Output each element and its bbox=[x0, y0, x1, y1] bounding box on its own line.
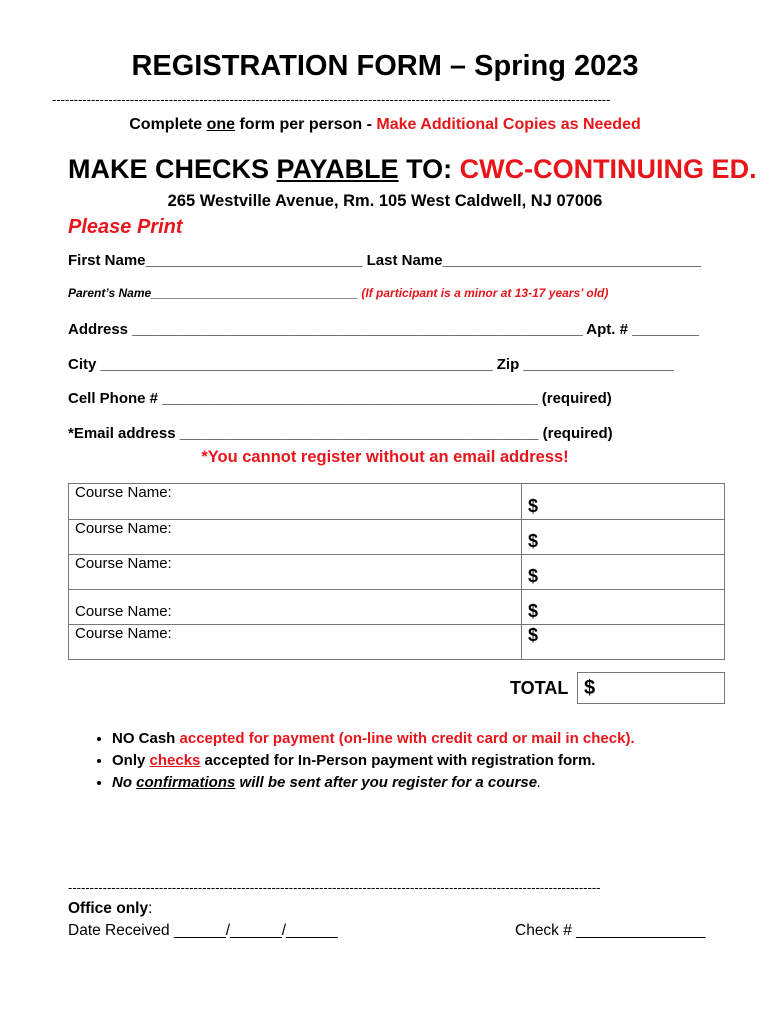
note-text: NO Cash bbox=[112, 730, 180, 747]
payable-word: PAYABLE bbox=[276, 154, 399, 184]
please-print: Please Print bbox=[68, 216, 183, 238]
office-colon: : bbox=[148, 900, 153, 917]
last-name-field[interactable]: Last Name_______________________________ bbox=[362, 252, 702, 269]
subtitle-text: Complete bbox=[129, 116, 207, 133]
course-amount-cell[interactable]: $ bbox=[522, 590, 725, 625]
parent-row bbox=[68, 286, 608, 300]
course-name-cell[interactable]: Course Name: bbox=[69, 484, 522, 520]
cell-phone-field[interactable]: Cell Phone # _____________________________________________ (required) bbox=[68, 390, 612, 407]
parent-name-field[interactable]: Parent’s Name_______________________________ bbox=[68, 286, 362, 300]
note-red-text: accepted for payment (on-line with credit card or mail in check). bbox=[179, 730, 635, 747]
city-zip-field[interactable]: City _______________________________________________ Zip __________________ bbox=[68, 356, 674, 373]
page-title: REGISTRATION FORM – Spring 2023 bbox=[131, 50, 639, 82]
note-red-text: checks bbox=[149, 752, 201, 769]
office-divider: --------------------------------------------------------------------------------------------------------------------------- bbox=[68, 880, 601, 895]
email-field[interactable]: *Email address ___________________________________________ (required) bbox=[68, 425, 613, 442]
courses-table bbox=[68, 483, 725, 660]
office-label bbox=[68, 900, 152, 918]
course-name-cell[interactable]: Course Name: bbox=[69, 555, 522, 590]
course-amount-cell[interactable]: $ bbox=[522, 520, 725, 555]
notes-list bbox=[72, 728, 635, 794]
table-row bbox=[69, 555, 725, 590]
total-label: TOTAL bbox=[510, 678, 569, 698]
list-item bbox=[112, 750, 635, 772]
payable-heading bbox=[68, 154, 757, 185]
check-number-field[interactable]: Check # _______________ bbox=[515, 922, 706, 939]
subtitle-text-2: form per person - bbox=[235, 116, 377, 133]
note-text: will be sent after you register for a course bbox=[235, 774, 538, 791]
course-name-cell[interactable]: Course Name: bbox=[69, 590, 522, 625]
subtitle bbox=[0, 116, 770, 134]
course-amount-cell[interactable]: $ bbox=[522, 625, 725, 660]
table-row bbox=[69, 590, 725, 625]
payable-prefix: MAKE CHECKS bbox=[68, 154, 277, 184]
note-text: . bbox=[537, 774, 542, 791]
mailing-address: 265 Westville Avenue, Rm. 105 West Caldwell, NJ 07006 bbox=[167, 192, 603, 210]
subtitle-one: one bbox=[206, 116, 236, 133]
first-name-field[interactable]: First Name__________________________ bbox=[68, 252, 363, 269]
total-field[interactable]: $ bbox=[577, 672, 725, 704]
address-field[interactable]: Address ______________________________________________________ Apt. # ________ bbox=[68, 321, 699, 338]
note-text: accepted for In-Person payment with registration form. bbox=[200, 752, 596, 769]
email-warning: *You cannot register without an email address! bbox=[201, 448, 569, 466]
divider: --------------------------------------------------------------------------------------------------------------------------------- bbox=[52, 92, 611, 107]
name-row bbox=[68, 252, 701, 269]
table-row bbox=[69, 484, 725, 520]
table-row bbox=[69, 520, 725, 555]
course-amount-cell[interactable]: $ bbox=[522, 484, 725, 520]
course-amount-cell[interactable]: $ bbox=[522, 555, 725, 590]
course-name-cell[interactable]: Course Name: bbox=[69, 625, 522, 660]
list-item bbox=[112, 728, 635, 750]
subtitle-copies: Make Additional Copies as Needed bbox=[376, 116, 641, 133]
course-name-cell[interactable]: Course Name: bbox=[69, 520, 522, 555]
payable-to: TO: bbox=[398, 154, 460, 184]
date-received-field[interactable]: Date Received ______/______/______ bbox=[68, 922, 338, 939]
parent-note: (If participant is a minor at 13-17 years’ old) bbox=[361, 286, 609, 300]
note-underlined-text: confirmations bbox=[136, 774, 236, 791]
note-text: No bbox=[112, 774, 137, 791]
table-row bbox=[69, 625, 725, 660]
office-only-text: Office only bbox=[68, 900, 149, 917]
payee-name: CWC-CONTINUING ED. bbox=[459, 154, 757, 184]
list-item bbox=[112, 772, 635, 794]
note-text: Only bbox=[112, 752, 150, 769]
